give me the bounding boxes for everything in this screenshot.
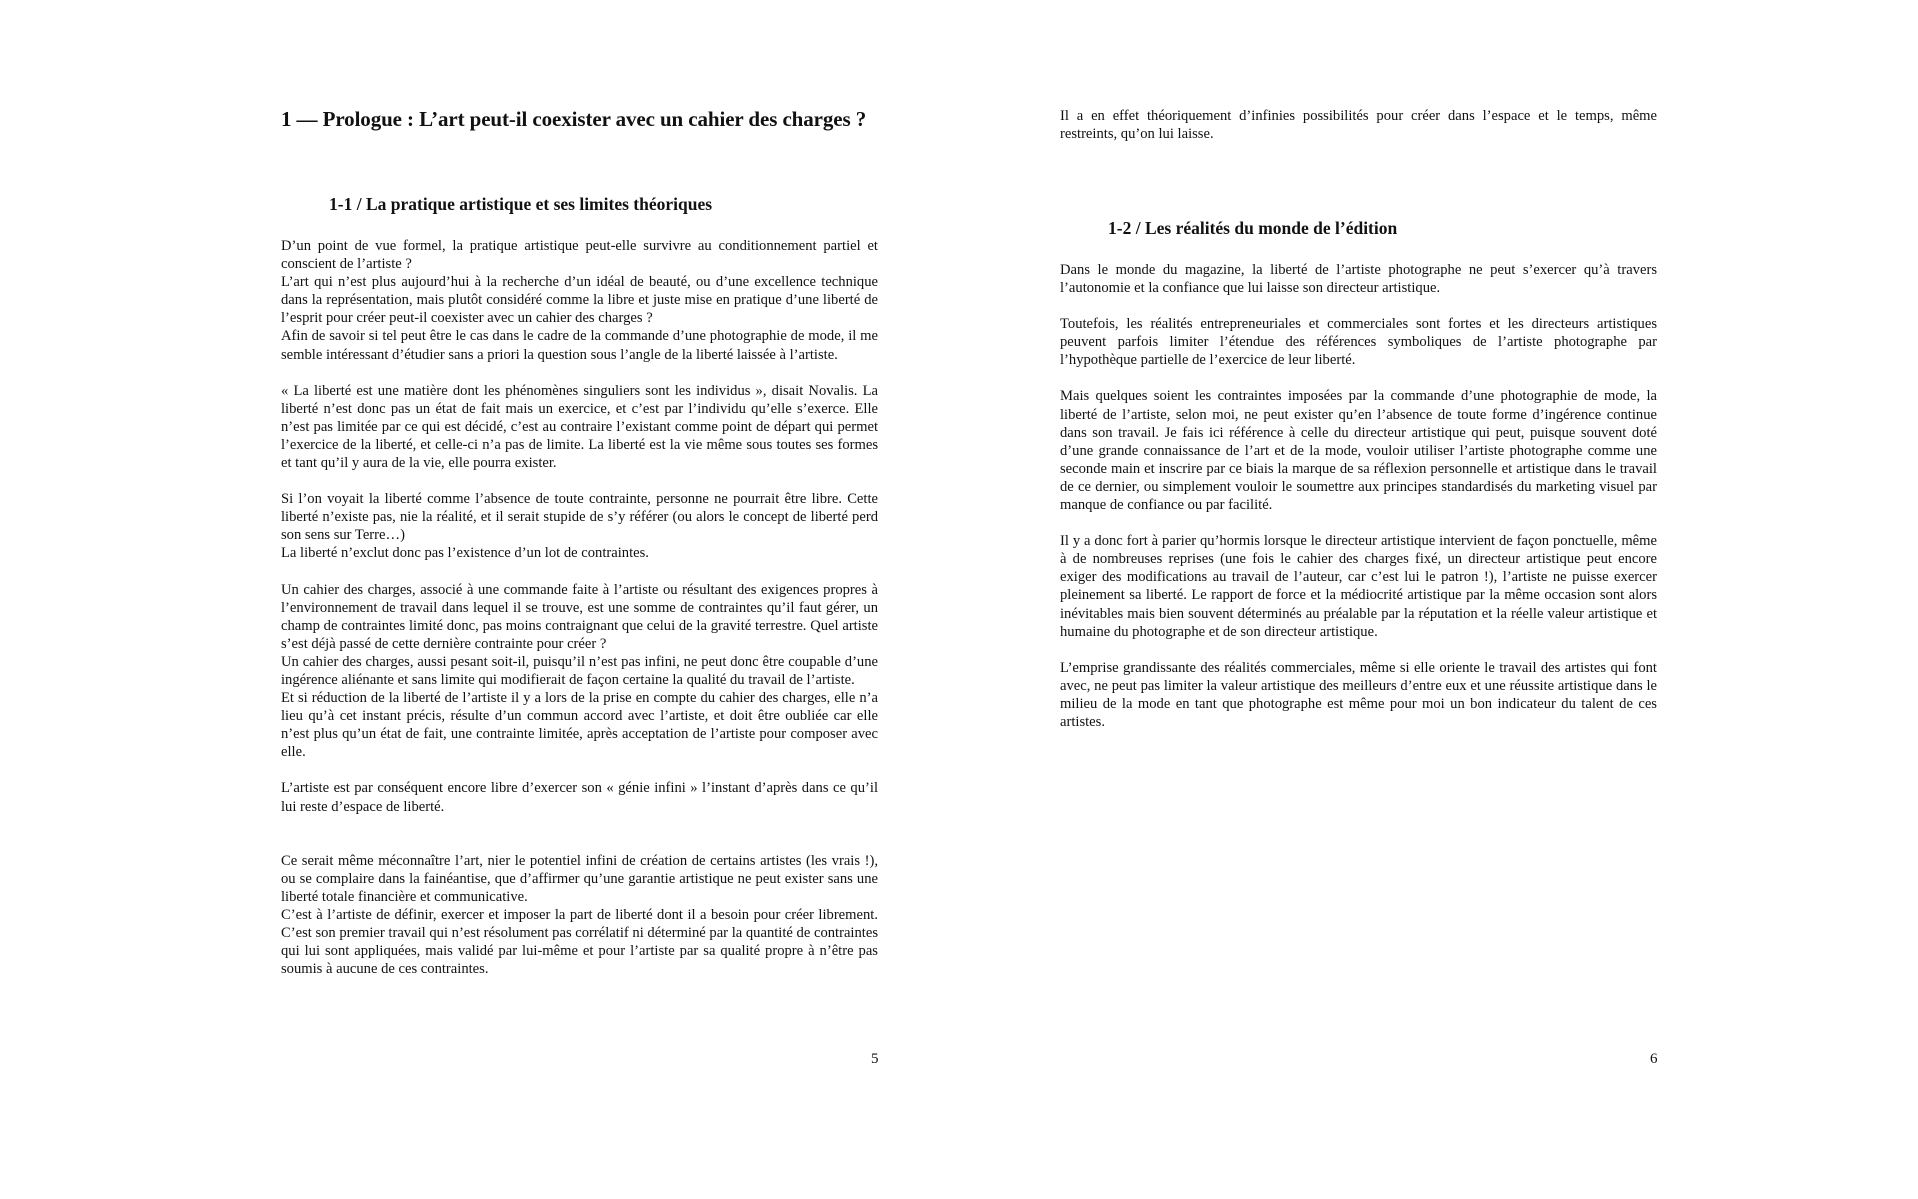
paragraph: Si l’on voyait la liberté comme l’absence de toute contrainte, personne ne pourrait être libre. Cette liberté n’existe pas, nie la réalité, et il serait stupide de s’y référer (ou alors le concept de liberté perd son sens sur Terre…) [281,491,878,544]
page-number-left: 5 [871,1051,879,1067]
right-body-text [1060,261,1657,731]
page-number-right: 6 [1650,1051,1658,1067]
paragraph: Et si réduction de la liberté de l’artiste il y a lors de la prise en compte du cahier des charges, elle n’a lieu qu’à cet instant précis, résulte d’un commun accord avec l’artiste, et doit être oubliée car elle n’est plus qu’un état de fait, une contrainte limitée, après acceptation de l’artiste pour composer avec elle. [281,690,878,761]
paragraph: L’art qui n’est plus aujourd’hui à la recherche d’un idéal de beauté, ou d’une excellence technique dans la représentation, mais plutôt considéré comme la libre et juste mise en pratique d’une liberté de l’esprit pour créer peut-il coexister avec un cahier des charges ? [281,274,878,327]
paragraph: Toutefois, les réalités entrepreneuriales et commerciales sont fortes et les directeurs artistiques peuvent parfois limiter l’étendue des références symboliques de l’artiste photographe par l’hypothèque partielle de l’exercice de leur liberté. [1060,316,1657,369]
left-body-text [281,237,878,978]
paragraph: Afin de savoir si tel peut être le cas dans le cadre de la commande d’une photographie de mode, il me semble intéressant d’étudier sans a priori la question sous l’angle de la liberté laissée à l’artiste. [281,328,878,363]
paragraph: D’un point de vue formel, la pratique artistique peut-elle survivre au conditionnement partiel et conscient de l’artiste ? [281,238,878,273]
paragraph: Mais quelques soient les contraintes imposées par la commande d’une photographie de mode, la liberté de l’artiste, selon moi, ne peut exister qu’en l’absence de toute forme d’ingérence continue dans son travail. Je fais ici référence à celle du directeur artistique qui peut, puisque souvent doté d’une grande connaissance de l’art et de la mode, vouloir utiliser l’artiste photographe comme une seconde main et inscrire par ce biais la marque de sa réflexion personnelle et artistique dans le travail de ce dernier, ou simplement vouloir le soumettre aux principes standardisés du marketing visuel par manque de confiance ou par facilité. [1060,388,1657,514]
paragraph: Ce serait même méconnaître l’art, nier le potentiel infini de création de certains artistes (les vrais !), ou se complaire dans la fainéantise, que d’affirmer qu’une garantie artistique ne peut exister sans une liberté totale financière et communicative. [281,852,878,905]
section-title-1-2: 1-2 / Les réalités du monde de l’édition [1108,218,1398,238]
paragraph: « La liberté est une matière dont les phénomènes singuliers sont les individus », disait Novalis. La liberté n’est donc pas un état de fait mais un exercice, et c’est par l’individu qu’elle s’exerce. Elle n’est pas limitée par ce qui est décidé, c’est au contraire l’existant comme point de départ qui permet l’exercice de la liberté, et celle-ci n’a pas de limite. La liberté est la vie même sous toutes ses formes et tant qu’il y aura de la vie, elle pourra exister. [281,382,878,472]
paragraph: Un cahier des charges, associé à une commande faite à l’artiste ou résultant des exigences propres à l’environnement de travail dans lequel il se trouve, est une somme de contraintes qu’il faut gérer, un champ de contraintes limité donc, pas moins contraignant que celui de la gravité terrestre. Quel artiste s’est déjà passé de cette dernière contrainte pour créer ? [281,581,878,652]
section-title-1-1: 1-1 / La pratique artistique et ses limites théoriques [329,194,713,214]
paragraph: L’emprise grandissante des réalités commerciales, même si elle oriente le travail des artistes qui font avec, ne peut pas limiter la valeur artistique des meilleurs d’entre eux et une réussite artistique dans le milieu de la mode en tant que photographe est même pour moi un bon indicateur du talent de ces artistes. [1060,659,1657,730]
paragraph: L’artiste est par conséquent encore libre d’exercer son « génie infini » l’instant d’après dans ce qu’il lui reste d’espace de liberté. [281,780,878,815]
paragraph: Un cahier des charges, aussi pesant soit-il, puisqu’il n’est pas infini, ne peut donc être coupable d’une ingérence aliénante et sans limite qui modifierait de façon certaine la qualité du travail de l’artiste. [281,653,878,688]
paragraph: Il y a donc fort à parier qu’hormis lorsque le directeur artistique intervient de façon ponctuelle, même à de nombreuses reprises (une fois le cahier des charges fixé, un directeur artistique peut encore exiger des modifications au travail de l’auteur, car c’est lui le patron !), l’artiste ne puisse exercer pleinement sa liberté. Le rapport de force et la médiocrité artistique par la même occasion sont alors inévitables mais bien souvent déterminés au préalable par la réputation et la réelle valeur artistique et humaine du photographe et de son directeur artistique. [1060,533,1657,640]
paragraph: Il a en effet théoriquement d’infinies possibilités pour créer dans l’espace et le temps, même restreints, qu’on lui laisse. [1060,108,1657,143]
paragraph: C’est à l’artiste de définir, exercer et imposer la part de liberté dont il a besoin pour créer librement. C’est son premier travail qui n’est résolument pas corrélatif ni déterminé par la quantité de contraintes qui lui sont appliquées, mais validé par lui-même et pour l’artiste par sa qualité propre à n’être pas soumis à aucune de ces contraintes. [281,906,878,978]
chapter-title: 1 — Prologue : L’art peut-il coexister avec un cahier des charges ? [281,107,867,131]
paragraph: Dans le monde du magazine, la liberté de l’artiste photographe ne peut s’exercer qu’à travers l’autonomie et la confiance que lui laisse son directeur artistique. [1060,262,1657,297]
paragraph: La liberté n’exclut donc pas l’existence d’un lot de contraintes. [281,545,649,562]
right-intro-text [1060,107,1657,143]
